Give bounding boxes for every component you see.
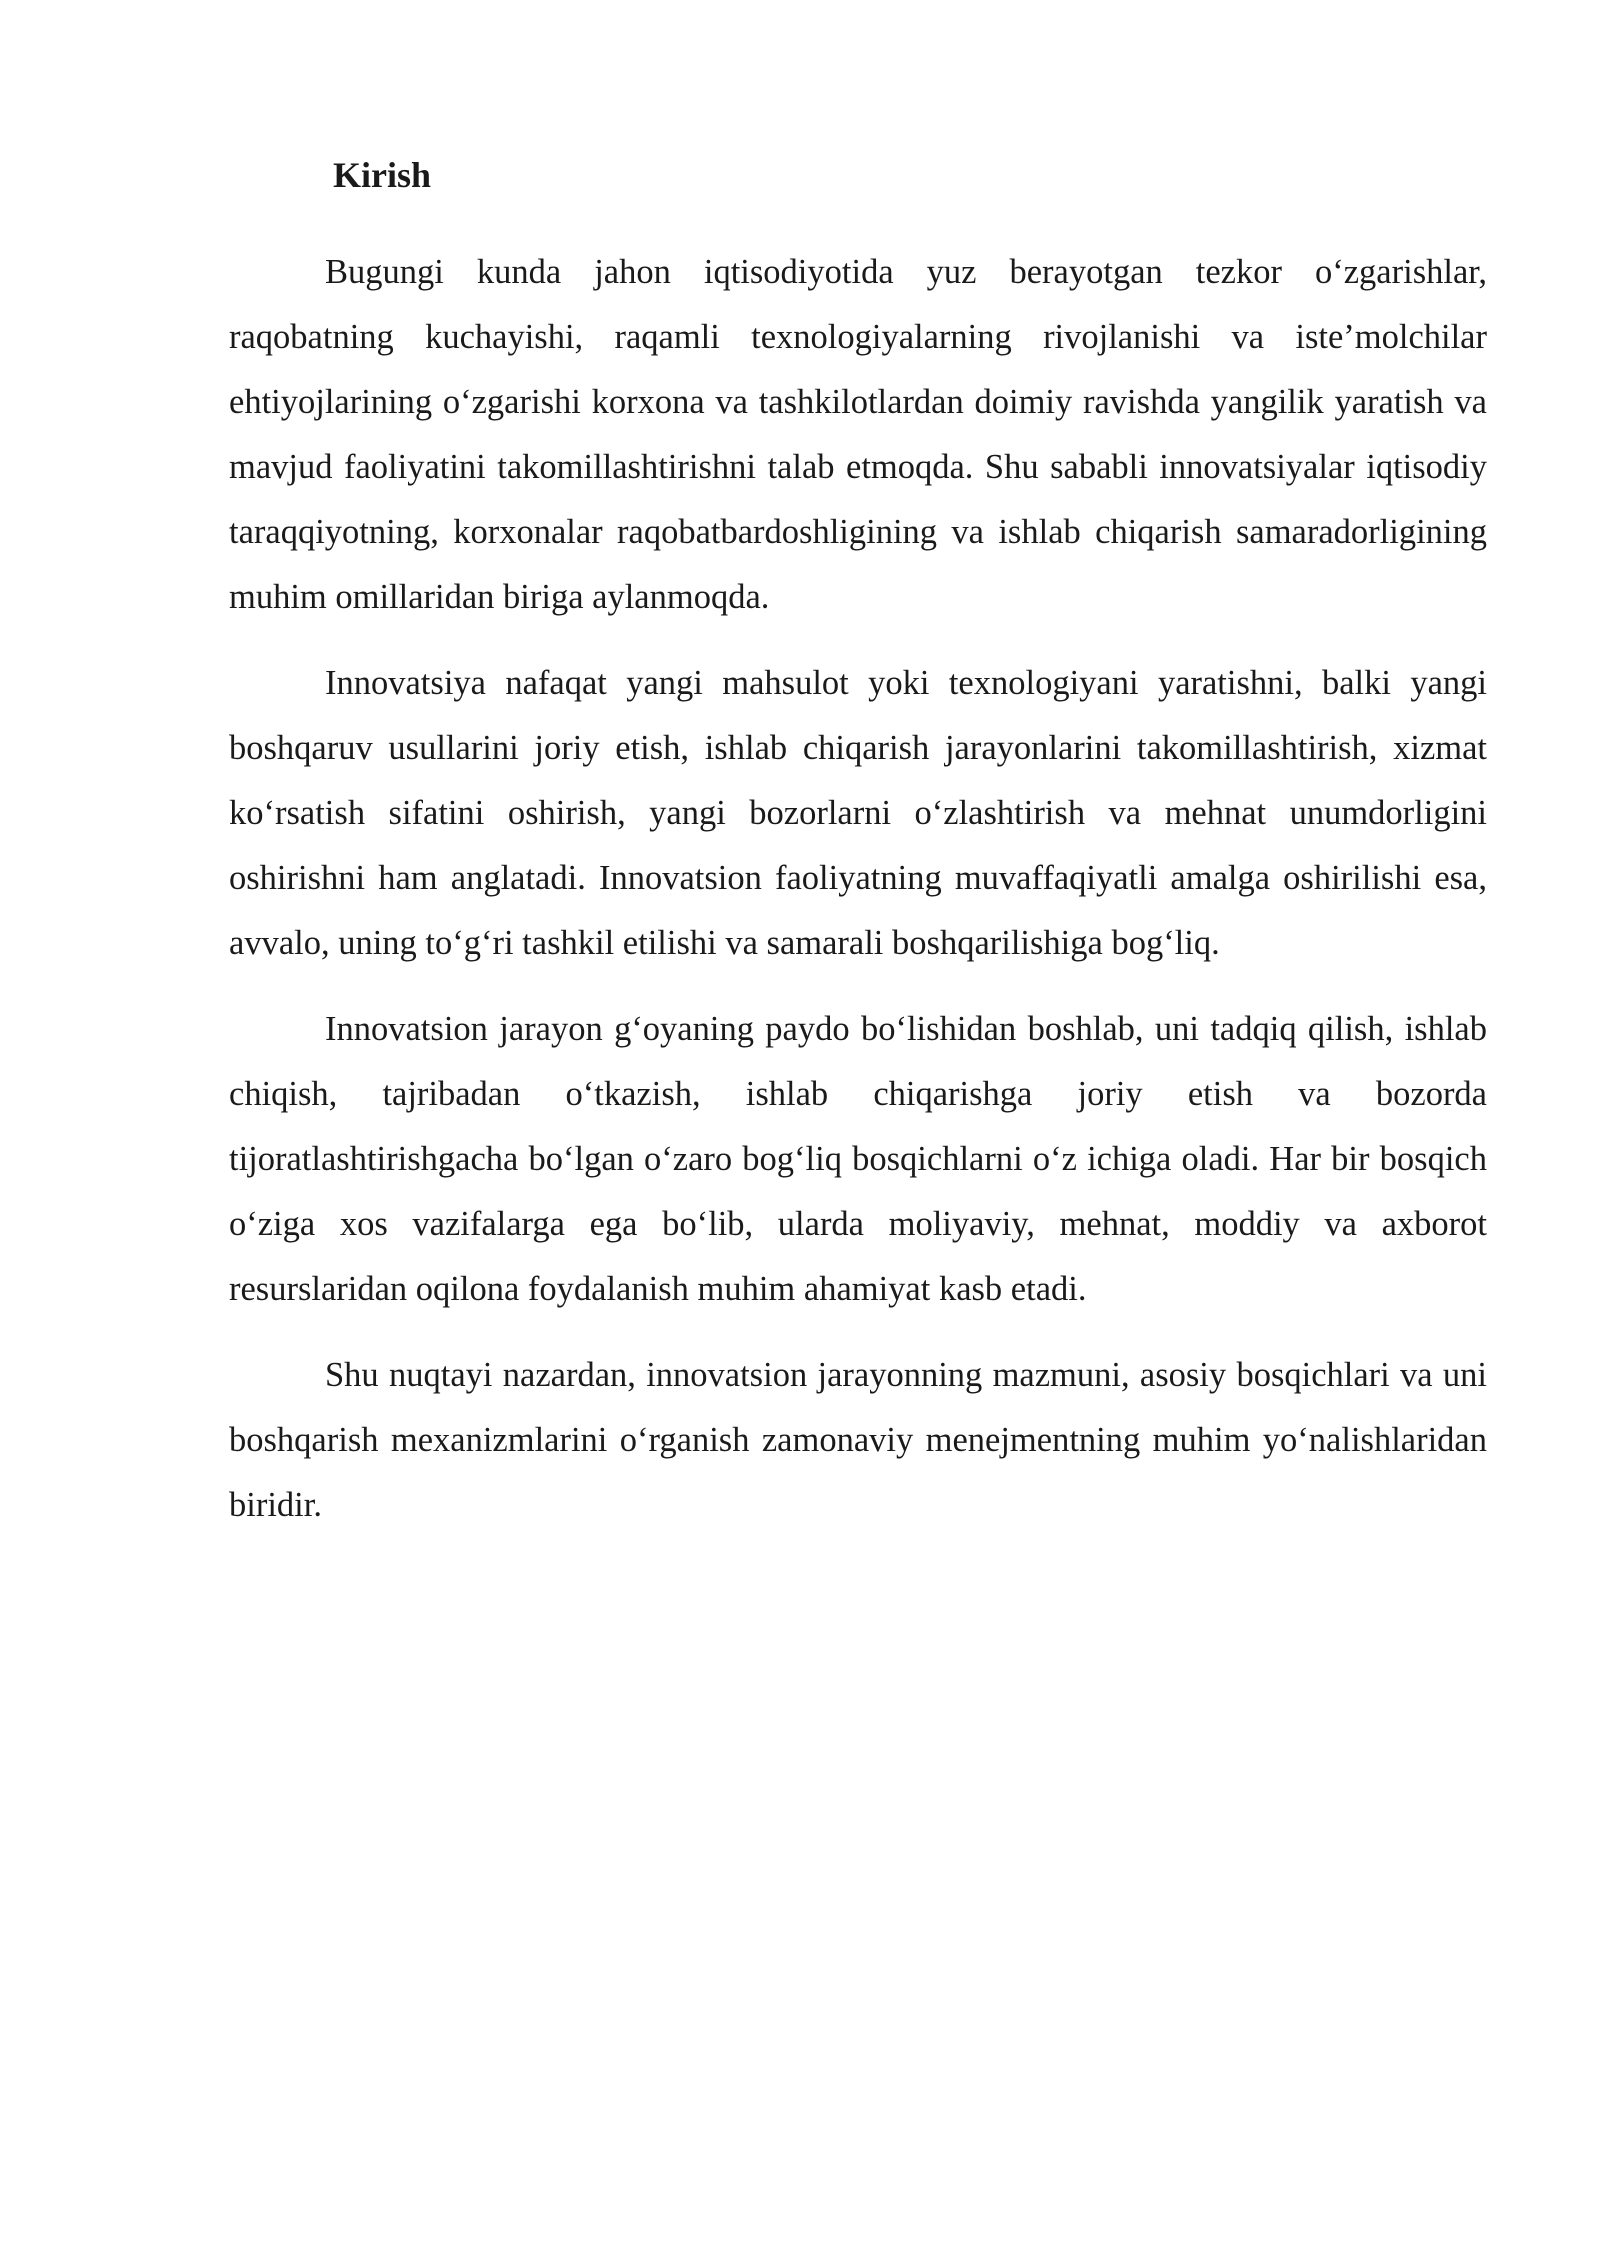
body-text [229,240,1487,1559]
paragraph-4: Shu nuqtayi nazardan, innovatsion jarayonning mazmuni, asosiy bosqichlari va uni boshqarish mexanizmlarini o‘rganish zamonaviy menejmentning muhim yo‘nalishlaridan biridir. [229,1356,1487,1524]
section-heading: Kirish [333,155,432,195]
paragraph-3: Innovatsion jarayon g‘oyaning paydo bo‘lishidan boshlab, uni tadqiq qilish, ishlab chiqish, tajribadan o‘tkazish, ishlab chiqarishga joriy etish va bozorda tijoratlashtirishgacha bo‘lgan o‘zaro bog‘liq bosqichlarni o‘z ichiga oladi. Har bir bosqich o‘ziga xos vazifalarga ega bo‘lib, ularda moliyaviy, mehnat, moddiy va axborot resurslaridan oqilona foydalanish muhim ahamiyat kasb etadi. [229,1010,1487,1308]
paragraph-1: Bugungi kunda jahon iqtisodiyotida yuz berayotgan tezkor o‘zgarishlar, raqobatning kuchayishi, raqamli texnologiyalarning rivojlanishi va iste’molchilar ehtiyojlarining o‘zgarishi korxona va tashkilotlardan doimiy ravishda yangilik yaratish va mavjud faoliyatini takomillashtirishni talab etmoqda. Shu sababli innovatsiyalar iqtisodiy taraqqiyotning, korxonalar raqobatbardoshligining va ishlab chiqarish samaradorligining muhim omillaridan biriga aylanmoqda. [229,253,1487,616]
paragraph-2: Innovatsiya nafaqat yangi mahsulot yoki texnologiyani yaratishni, balki yangi boshqaruv usullarini joriy etish, ishlab chiqarish jarayonlarini takomillashtirish, xizmat ko‘rsatish sifatini oshirish, yangi bozorlarni o‘zlashtirish va mehnat unumdorligini oshirishni ham anglatadi. Innovatsion faoliyatning muvaffaqiyatli amalga oshirilishi esa, avvalo, uning to‘g‘ri tashkil etilishi va samarali boshqarilishiga bog‘liq. [229,664,1487,962]
